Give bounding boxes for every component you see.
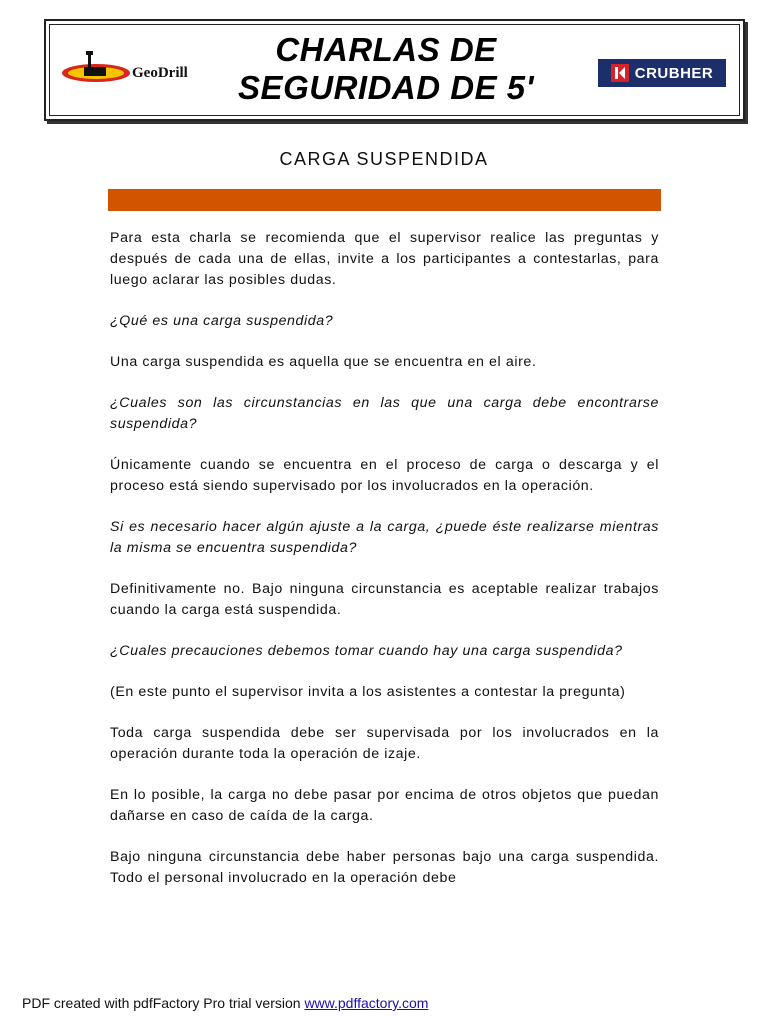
question-2: ¿Cuales son las circunstancias en las que una carga debe encontrarse suspendida?	[110, 395, 659, 432]
geodrill-logo	[60, 47, 220, 97]
footer-text: PDF created with pdfFactory Pro trial version	[22, 995, 301, 1011]
geodrill-emblem-icon	[60, 47, 132, 97]
question-3: Si es necesario hacer algún ajuste a la carga, ¿puede éste realizarse mientras la misma se encuentra suspendida?	[110, 519, 659, 556]
crubher-logo	[598, 59, 726, 87]
orange-divider-bar	[108, 189, 661, 211]
crubher-k-icon	[611, 64, 629, 82]
answer-4-note: (En este punto el supervisor invita a los asistentes a contestar la pregunta)	[110, 684, 626, 700]
question-4: ¿Cuales precauciones debemos tomar cuando hay una carga suspendida?	[110, 643, 623, 659]
answer-3: Definitivamente no. Bajo ninguna circunstancia es aceptable realizar trabajos cuando la carga está suspendida.	[110, 581, 659, 618]
title-line-1: CHARLAS DE	[275, 31, 497, 68]
answer-2: Únicamente cuando se encuentra en el proceso de carga o descarga y el proceso está siendo supervisado por los involucrados en la operación.	[110, 457, 659, 494]
answer-1: Una carga suspendida es aquella que se encuentra en el aire.	[110, 354, 537, 370]
header-box	[44, 19, 745, 121]
pdf-footer	[22, 995, 428, 1011]
section-subtitle: CARGA SUSPENDIDA	[279, 149, 489, 169]
question-1: ¿Qué es una carga suspendida?	[110, 313, 334, 329]
answer-4-point-1: Toda carga suspendida debe ser supervisada por los involucrados en la operación durante toda la operación de izaje.	[110, 725, 659, 762]
crubher-logo-text: CRUBHER	[634, 64, 714, 82]
geodrill-logo-text: GeoDrill	[132, 65, 188, 81]
paragraph-intro: Para esta charla se recomienda que el supervisor realice las preguntas y después de cada una de ellas, invite a los participantes a contestarlas, para luego aclarar las posibles dudas.	[110, 230, 659, 288]
pdffactory-link[interactable]: www.pdffactory.com	[304, 995, 429, 1011]
page-title	[216, 31, 556, 107]
document-body	[110, 228, 659, 909]
answer-4-point-2: En lo posible, la carga no debe pasar por encima de otros objetos que puedan dañarse en caso de caída de la carga.	[110, 787, 659, 824]
title-line-2: SEGURIDAD DE 5'	[238, 69, 534, 106]
answer-4-point-3: Bajo ninguna circunstancia debe haber personas bajo una carga suspendida. Todo el personal involucrado en la operación debe	[110, 849, 659, 886]
